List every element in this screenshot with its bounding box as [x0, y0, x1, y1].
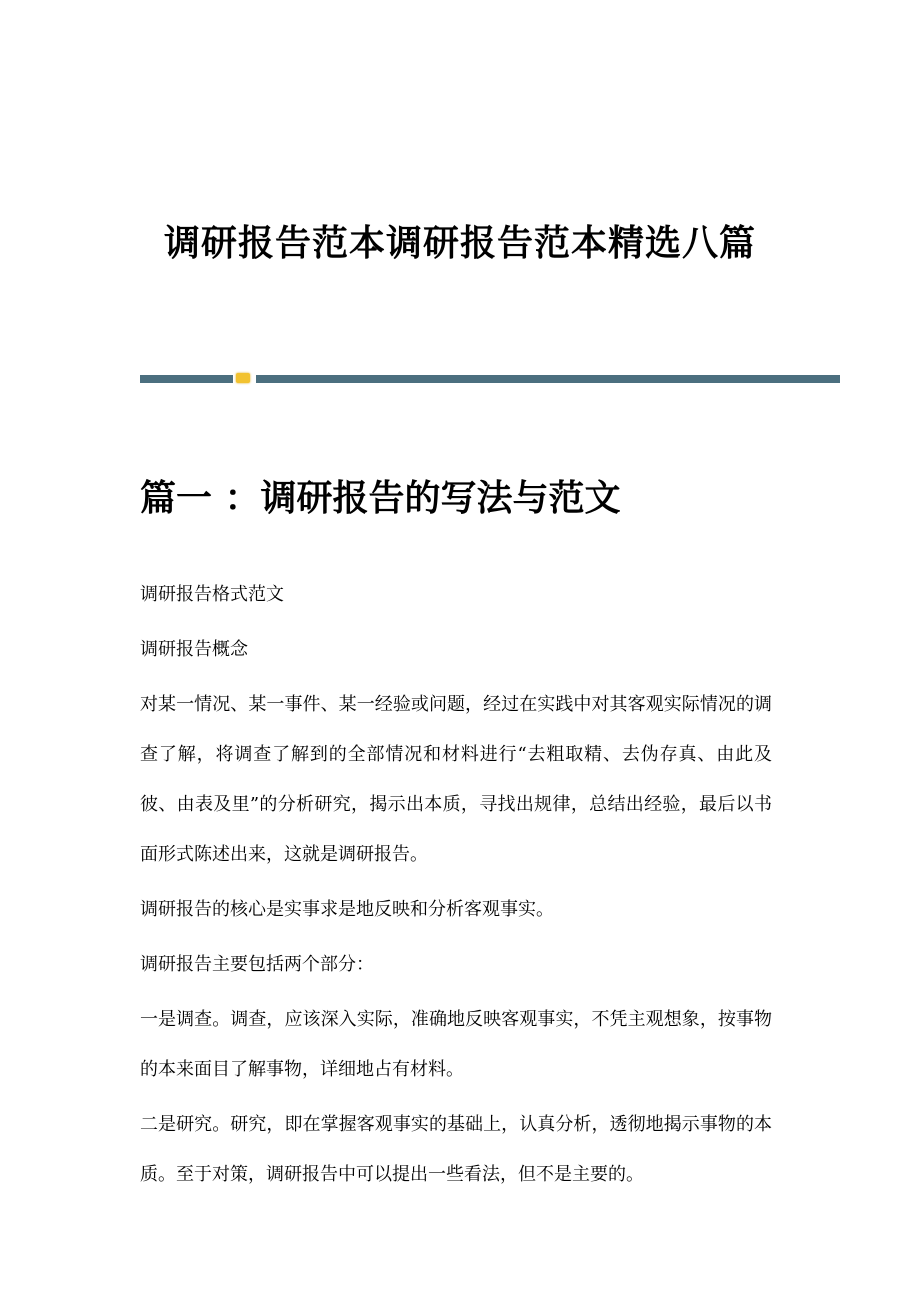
section-body — [140, 570, 772, 1205]
paragraph: 调研报告主要包括两个部分： — [140, 954, 374, 975]
section-heading: 篇一 ：调研报告的写法与范文 — [140, 477, 621, 519]
paragraph: 对某一情况、某一事件、某一经验或问题，经过在实践中对其客观实际情况的调查了解，将调查了解到的全部情况和材料进行“去粗取精、去伪存真、由此及彼、由表及里”的分析研究，揭示出本质，寻找出规律，总结出经验，最后以书面形式陈述出来，这就是调研报告。 — [140, 694, 772, 865]
decorative-divider — [140, 375, 840, 383]
divider-bar-left — [140, 375, 233, 383]
paragraph: 调研报告的核心是实事求是地反映和分析客观事实。 — [140, 899, 554, 920]
paragraph: 调研报告概念 — [140, 639, 248, 660]
divider-ornament-icon — [236, 373, 250, 383]
paragraph: 一是调查。调查，应该深入实际，准确地反映客观事实，不凭主观想象，按事物的本来面目了解事物，详细地占有材料。 — [140, 1009, 772, 1080]
divider-bar-right — [256, 375, 840, 383]
paragraph: 二是研究。研究，即在掌握客观事实的基础上，认真分析，透彻地揭示事物的本质。至于对策，调研报告中可以提出一些看法，但不是主要的。 — [140, 1114, 772, 1185]
paragraph: 调研报告格式范文 — [140, 584, 284, 605]
document-title: 调研报告范本调研报告范本精选八篇 — [163, 222, 756, 264]
